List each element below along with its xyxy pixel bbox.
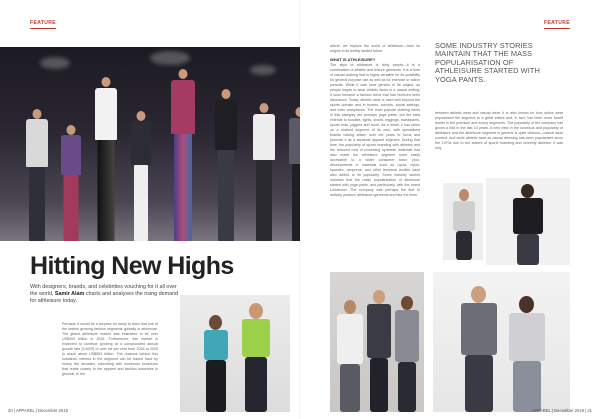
body-column-right-1: article, we explore the world of athleisure—from its origins to its widely lauded future. WHAT IS ATHLEISURE? The style of athleisure is fairly simple—it is a combination of athletic and leisure garments. It is a form of casual clothing that is highly versatile for its suitability for general purpose use as well as for exercise or active pursuits. While it was once generic in its origins, as people began to wear athletic items in a casual setting, it soon became a fashion trend that has received keen discussion. Today, athletic wear is used well beyond the sports domain and in homes, schools, social settings, and even workplaces. The most popular clothing items in this category are perhaps yoga pants, but the area extends to hoodies, tights, shorts, leggings, sweatpants, sports bras, joggers and more. As a result, it has taken on a marked segment of its own, with specialised brands having arisen over the years to focus and promote it as a separate apparel segment. During that time, the popularity of sports branding with athletes and the reduced cost of producing synthetic materials has also made the athleisure segment more easily accessible to a wider consumer base; plus, developments in materials such as Lycra, nylon, spandex, neoprene, and other technical textiles have also added to its popularity. Some industry stories maintain that the mass popularisation of athleisure started with yoga pants, and particularly, with the brand Lululemon. The company was perhaps the first to actively produce athleisure garments and blur the lines [330,44,420,197]
runway-photo [0,47,300,241]
section-tag-right: FEATURE [543,20,570,26]
article-title: Hitting New Highs [30,252,234,280]
two-women-photo [433,272,570,412]
article-standfirst: With designers, brands, and celebrities vouching for it all over the world, Samir Alam charts and analyses the rising demand for athleisure today. [30,284,179,305]
body-column-left: Perhaps, it would be a surprise for many to learn that one of the fastest growing fashion segments globally is athleisure. The global athleisure market was estimated to be over US$300 billion in 2018. Furthermore, this market is expected to continue growing at a compounded annual growth rate (CAGR) of over six per cent from 2018 to 2025 to reach about US$553 billion. The reasons behind this sustained interest in the segment can be traced back by nearly five decades, coinciding with numerous evolutions that relate closely to the apparel and fashion industries in general. In the [62,322,158,376]
author-name: Samir Alam [54,291,85,298]
pull-quote: SOME INDUSTRY STORIES MAINTAIN THAT THE MASS POPULARISATION OF ATHLEISURE STARTED WITH YOGA PANTS. [435,41,540,84]
folio-right: APPAREL | December 2019 | 21 [531,408,592,413]
folio-left: 20 | APPAREL | December 2019 [8,408,68,413]
section-tag-left: FEATURE [30,20,57,26]
woman-activewear-photo [486,178,570,265]
body-column-right-2: between athletic wear and casual wear. It is also known for how active wear popularised the segment to a great extent and, in fact, has been more heard leader in the premium and luxury segments. The popularity of the company has grown a fold in the last 10 years. A new view in the luxurious and popularity of athleisure and the athleisure segment in general is quite obvious—casual wear comfort. And while athletic wear as casual dressing has been popularised since the 1970s due to the advent of sports branding and celebrity athletes, it was only [435,111,563,150]
right-page [300,0,600,419]
subhead: WHAT IS ATHLEISURE? [330,57,376,62]
group-photo [330,272,424,412]
man-hoodie-photo [443,183,483,260]
fitness-couple-photo [180,295,290,412]
